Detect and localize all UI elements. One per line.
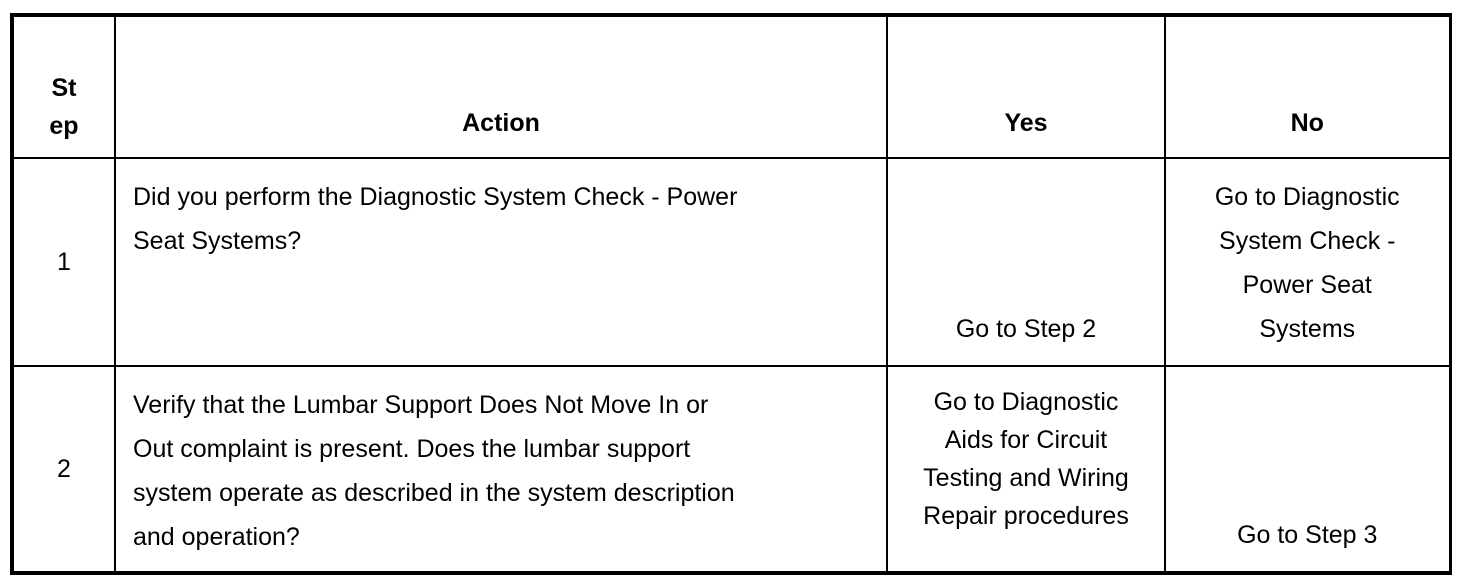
- action-line: system operate as described in the system description: [133, 479, 735, 508]
- no-line: Go to Step 3: [1237, 521, 1378, 549]
- no-line: Go to Diagnostic: [1214, 182, 1400, 211]
- no-result: [1165, 158, 1450, 367]
- no-line: Power Seat: [1242, 270, 1372, 299]
- table-header-row: [12, 15, 1450, 158]
- step-number: 1: [12, 158, 115, 367]
- yes-line: Go to Diagnostic: [933, 388, 1119, 417]
- no-line: System Check -: [1219, 226, 1396, 255]
- action-line: Seat Systems?: [133, 226, 302, 255]
- no-result: [1165, 366, 1450, 573]
- action-line: Did you perform the Diagnostic System Check - Power: [133, 182, 738, 211]
- step-number: 2: [12, 366, 115, 573]
- action-line: Out complaint is present. Does the lumbar support: [133, 435, 691, 464]
- action-text: [115, 366, 887, 573]
- header-action: Action: [115, 15, 887, 158]
- action-line: and operation?: [133, 523, 300, 552]
- yes-line: Testing and Wiring: [923, 464, 1129, 493]
- yes-line: Go to Step 2: [955, 315, 1097, 344]
- header-yes: Yes: [887, 15, 1165, 158]
- diagnostic-table: [10, 13, 1452, 575]
- table-row: [12, 366, 1450, 573]
- header-step-line: St: [51, 73, 77, 102]
- header-step: [12, 15, 115, 158]
- action-line: Verify that the Lumbar Support Does Not Move In or: [133, 391, 709, 420]
- header-step-line: ep: [49, 111, 79, 140]
- yes-result: [887, 366, 1165, 573]
- header-no: No: [1165, 15, 1450, 158]
- no-line: Systems: [1259, 314, 1356, 343]
- yes-line: Repair procedures: [923, 502, 1129, 531]
- action-text: [115, 158, 887, 367]
- table-row: [12, 158, 1450, 367]
- yes-line: Aids for Circuit: [944, 426, 1108, 455]
- yes-result: [887, 158, 1165, 367]
